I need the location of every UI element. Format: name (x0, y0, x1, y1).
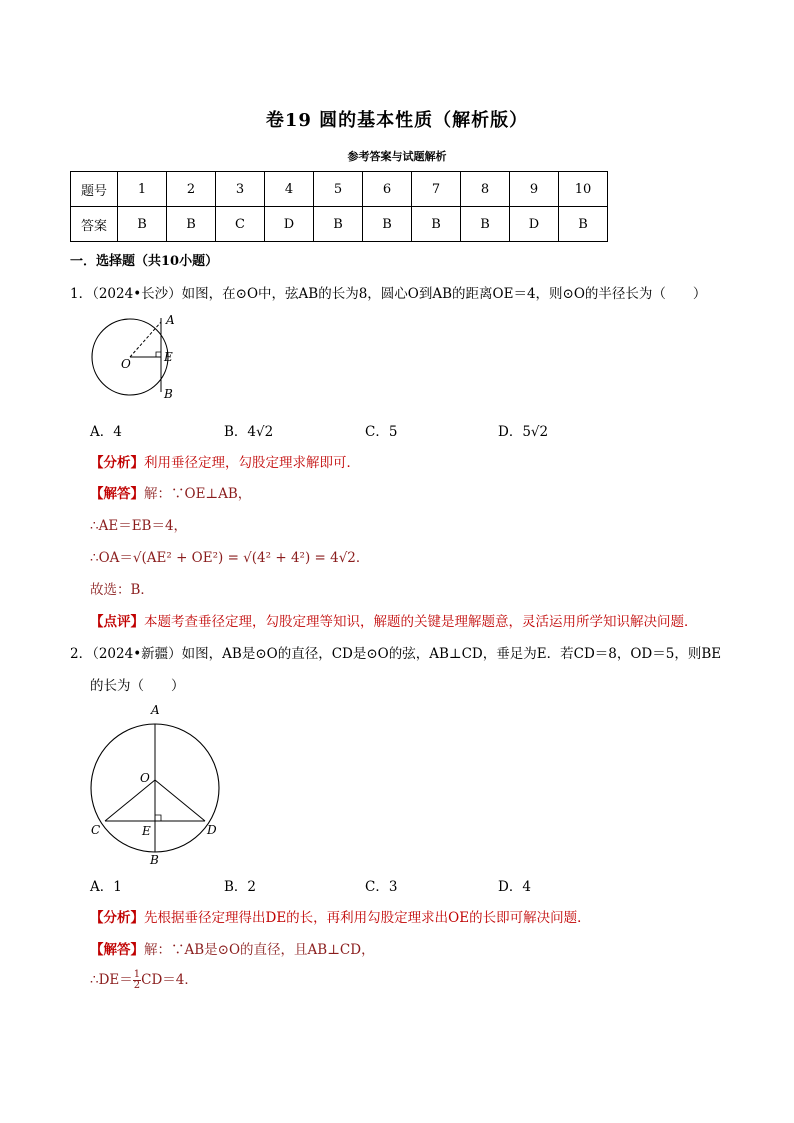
q1-solution-3: ∴OA＝√(AE² + OE²) = √(4² + 4²) = 4√2． (90, 550, 370, 566)
q2-figure (84, 698, 232, 866)
table-cell: 9 (510, 172, 559, 207)
q2-solution-2 (90, 968, 198, 991)
page-subtitle: 参考答案与试题解析 (347, 150, 447, 163)
table-cell: 10 (559, 172, 608, 207)
q2-analysis (90, 906, 591, 926)
table-cell: B (559, 207, 608, 242)
q2-solution-suffix: CD＝4． (141, 972, 198, 988)
q1-comment-text: 本题考查垂径定理，勾股定理等知识，解题的关键是理解题意，灵活运用所学知识解决问题． (144, 614, 698, 630)
table-row-label: 答案 (71, 207, 118, 242)
q1-option-a: A．4 (90, 424, 122, 440)
q1-label-b: B (164, 387, 173, 401)
q1-label-a: A (166, 313, 175, 327)
table-cell: B (363, 207, 412, 242)
q1-figure (84, 312, 194, 404)
q1-label-o: O (121, 357, 131, 371)
page-title: 卷19 圆的基本性质（解析版） (265, 110, 529, 131)
q1-stem: 1．（2024•长沙）如图，在⊙O中，弦AB的长为8，圆心O到AB的距离OE＝4，则⊙O的半径长为（ ） (70, 286, 707, 302)
table-cell: B (167, 207, 216, 242)
q2-stem-2: 的长为（ ） (90, 678, 185, 694)
table-row-numbers (71, 172, 608, 207)
q2-option-a: A．1 (90, 879, 122, 895)
q1-right-angle-mark (156, 352, 161, 357)
section-heading: 一．选择题（共10小题） (70, 254, 219, 269)
table-cell: 6 (363, 172, 412, 207)
q1-solution-tag: 【解答】 (90, 486, 144, 502)
table-cell: D (265, 207, 314, 242)
q2-option-b: B．2 (224, 879, 257, 895)
q2-right-angle-mark (155, 815, 161, 821)
q1-comment (90, 610, 698, 630)
q1-label-e: E (164, 350, 173, 364)
table-cell: 4 (265, 172, 314, 207)
table-cell: B (461, 207, 510, 242)
table-cell: B (412, 207, 461, 242)
table-cell: 5 (314, 172, 363, 207)
q2-solution-tag: 【解答】 (90, 942, 144, 958)
table-cell: 8 (461, 172, 510, 207)
q2-label-a: A (151, 703, 160, 717)
q1-comment-tag: 【点评】 (90, 614, 144, 630)
q1-option-d: D．5√2 (498, 424, 549, 440)
table-cell: C (216, 207, 265, 242)
q1-analysis (90, 451, 360, 471)
table-row-label: 题号 (71, 172, 118, 207)
q2-analysis-tag: 【分析】 (90, 910, 144, 926)
table-cell: B (314, 207, 363, 242)
q2-label-c: C (91, 823, 101, 837)
q1-solution-text-1: 解：∵OE⊥AB， (144, 486, 252, 502)
table-cell: 3 (216, 172, 265, 207)
table-cell: 7 (412, 172, 461, 207)
q2-label-d: D (207, 823, 217, 837)
q2-option-d: D．4 (498, 879, 531, 895)
q2-fraction-denominator: 2 (133, 980, 141, 991)
q1-analysis-tag: 【分析】 (90, 455, 144, 471)
q2-solution-prefix: ∴DE＝ (90, 972, 133, 988)
table-cell: 2 (167, 172, 216, 207)
q2-label-e: E (142, 824, 151, 838)
q2-label-o: O (140, 771, 150, 785)
table-row-answers (71, 207, 608, 242)
q2-fraction-numerator: 1 (133, 969, 141, 980)
q1-option-b: B．4√2 (224, 424, 274, 440)
q2-solution-1 (90, 938, 375, 958)
q1-solution-4: 故选：B． (90, 582, 154, 598)
table-cell: 1 (118, 172, 167, 207)
q2-fraction (133, 970, 141, 991)
table-cell: D (510, 207, 559, 242)
q2-option-c: C．3 (365, 879, 398, 895)
q2-label-b: B (150, 853, 159, 866)
q2-segment-od (155, 780, 205, 821)
answer-table (70, 171, 608, 242)
q2-solution-text-1: 解：∵AB是⊙O的直径，且AB⊥CD， (144, 942, 375, 958)
q1-solution-2: ∴AE＝EB＝4， (90, 518, 188, 534)
q2-analysis-text: 先根据垂径定理得出DE的长，再利用勾股定理求出OE的长即可解决问题． (144, 910, 591, 926)
table-cell: B (118, 207, 167, 242)
q1-solution-1 (90, 482, 251, 502)
q1-analysis-text: 利用垂径定理，勾股定理求解即可． (144, 455, 360, 471)
q1-option-c: C．5 (365, 424, 398, 440)
q2-stem-1: 2．（2024•新疆）如图，AB是⊙O的直径，CD是⊙O的弦，AB⊥CD，垂足为E．若CD＝8，OD＝5，则BE (70, 646, 722, 662)
q2-segment-oc (105, 780, 155, 821)
